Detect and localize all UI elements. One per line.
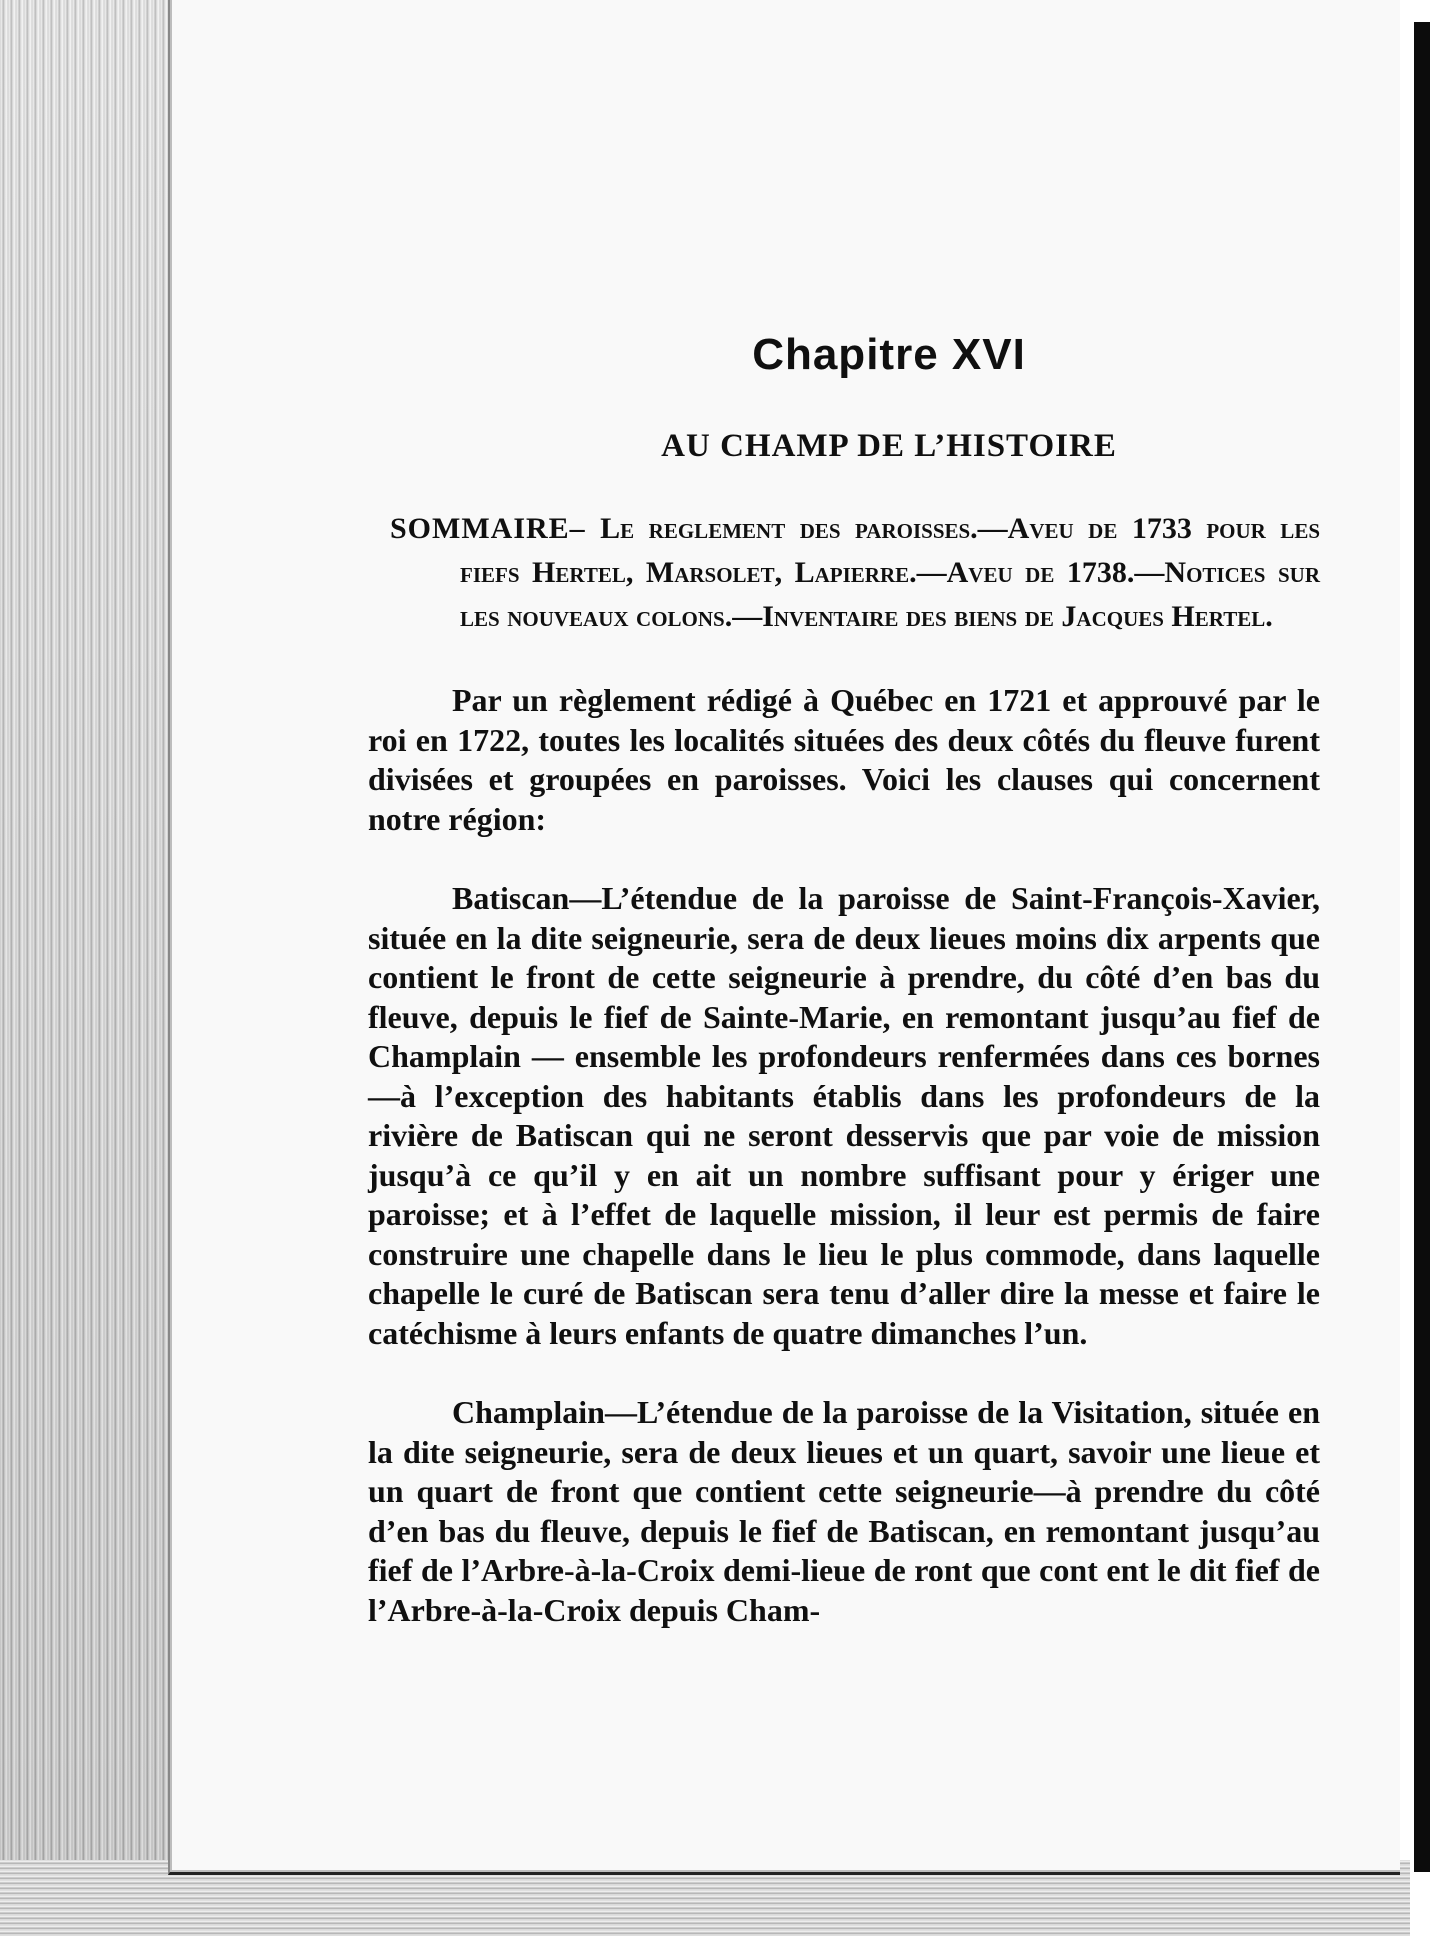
body-text xyxy=(368,681,1320,1630)
paragraph-champlain: Champlain—L’étendue de la paroisse de la Visitation, située en la dite seigneurie, sera de deux lieues et un quart, savoir une lieue et un quart de front que contient cette seigneurie—à prendre du côté d’en bas du fleuve, depuis le fief de Batiscan, en remontant jusqu’au fief de l’Arbre-à-la-Croix demi-lieue de ront que cont ent le dit fief de l’Arbre-à-la-Croix depuis Cham- xyxy=(368,1394,1320,1628)
paragraph-batiscan: Batiscan—L’étendue de la paroisse de Saint-François-Xavier, située en la dite seigneurie, sera de deux lieues moins dix arpents que contient le front de cette seigneurie à prendre, du côté d’en bas du fleuve, depuis le fief de Sainte-Marie, en remontant jusqu’au fief de Champlain — ensemble les profondeurs renfermées dans ces bornes—à l’exception des habitants établis dans les profondeurs de la rivière de Batiscan qui ne seront desservis que par voie de mission jusqu’à ce qu’il y en ait un nombre suffisant pour y ériger une paroisse; et à l’effet de laquelle mission, il leur est permis de faire construire une chapelle dans le lieu le plus commode, dans laquelle chapelle le curé de Batiscan sera tenu d’aller dire la messe et faire le catéchisme à leurs enfants de quatre dimanches l’un. xyxy=(368,880,1320,1351)
summary-lead: SOMMAIRE– xyxy=(390,512,586,545)
right-margin xyxy=(1430,0,1456,1936)
paragraph-intro: Par un règlement rédigé à Québec en 1721 et approuvé par le roi en 1722, toutes les localités situées des deux côtés du fleuve furent divisées et groupées en paroisses. Voici les clauses qui concernent notre région: xyxy=(368,682,1320,837)
chapter-subtitle: AU CHAMP DE L’HISTOIRE xyxy=(661,428,1117,464)
chapter-title: Chapitre XVI xyxy=(752,330,1026,379)
page-text xyxy=(368,320,1320,1630)
stacked-page-edges xyxy=(0,0,168,1880)
binding-shadow-bar xyxy=(1414,22,1430,1872)
chapter-summary xyxy=(390,507,1320,639)
summary-text: Le reglement des paroisses.—Aveu de 1733 pour les fiefs Hertel, Marsolet, Lapierre.—Aveu de 1738.—Notices sur les nouveaux colons.—Inventaire des biens de Jacques Hertel. xyxy=(460,512,1321,633)
